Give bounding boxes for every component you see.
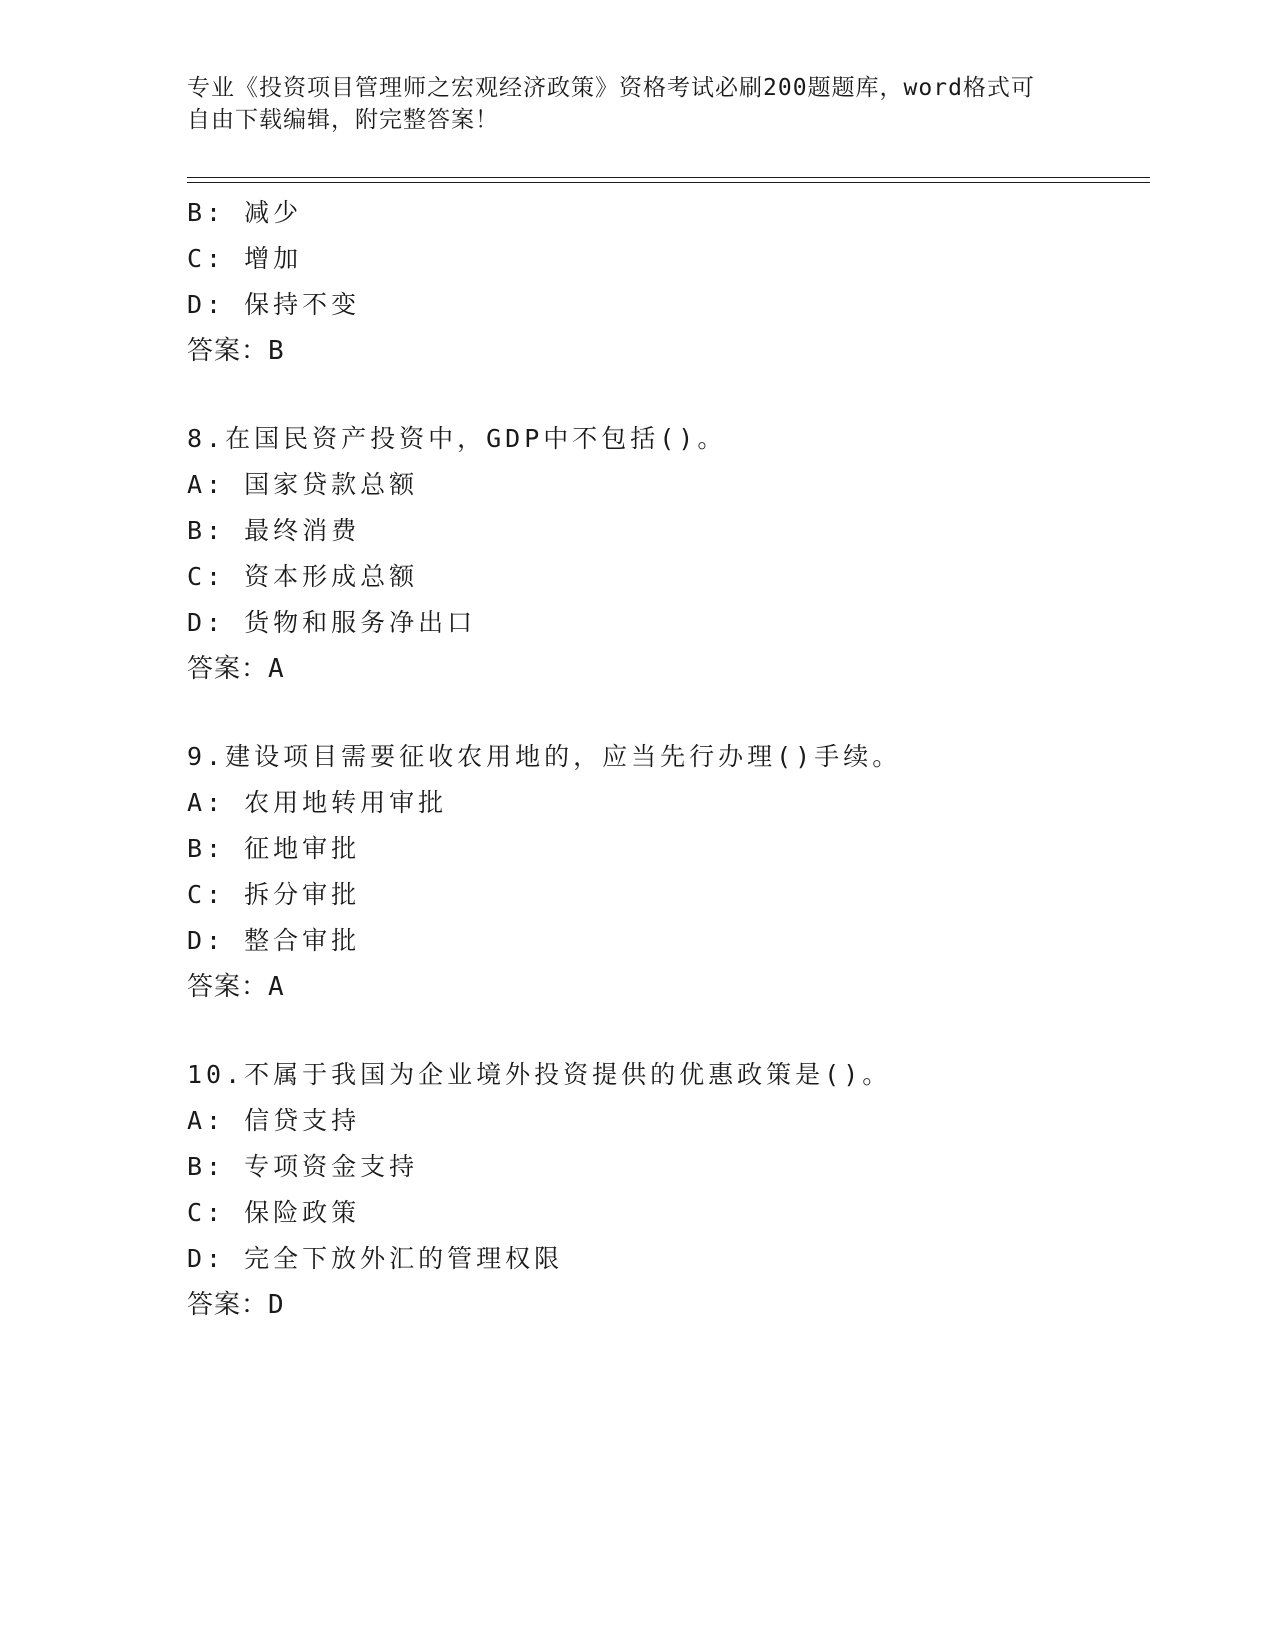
option-c [187, 236, 1147, 282]
question-10 [187, 1052, 1147, 1328]
option-label: C: [187, 562, 226, 591]
answer-label: 答案： [187, 1290, 269, 1320]
option-text: 减少 [244, 198, 303, 227]
option-a [187, 462, 1147, 508]
answer-label: 答案： [187, 972, 269, 1002]
answer-line [187, 646, 1147, 692]
option-d [187, 600, 1147, 646]
option-c [187, 1190, 1147, 1236]
spacer [187, 1010, 1147, 1052]
option-text: 增加 [244, 244, 303, 273]
option-label: C: [187, 880, 226, 909]
answer-line [187, 328, 1147, 374]
option-b [187, 190, 1147, 236]
option-label: D: [187, 1244, 226, 1273]
continued-question [187, 190, 1147, 374]
answer-value: A [268, 654, 285, 684]
option-a [187, 1098, 1147, 1144]
question-stem: 10.不属于我国为企业境外投资提供的优惠政策是()。 [187, 1060, 892, 1089]
option-text: 信贷支持 [244, 1106, 361, 1135]
option-label: C: [187, 1198, 226, 1227]
option-label: C: [187, 244, 226, 273]
option-d [187, 918, 1147, 964]
question-list [187, 190, 1147, 1328]
question-stem: 8.在国民资产投资中，GDP中不包括()。 [187, 424, 727, 453]
question-8 [187, 416, 1147, 692]
spacer [187, 374, 1147, 416]
option-text: 农用地转用审批 [244, 788, 448, 817]
question-stem: 9.建设项目需要征收农用地的，应当先行办理()手续。 [187, 742, 902, 771]
question-9 [187, 734, 1147, 1010]
option-label: D: [187, 926, 226, 955]
header-line-1: 专业《投资项目管理师之宏观经济政策》资格考试必刷200题题库，word格式可 [187, 75, 1035, 101]
option-d [187, 282, 1147, 328]
option-label: B: [187, 834, 226, 863]
option-b [187, 826, 1147, 872]
answer-line [187, 964, 1147, 1010]
option-text: 完全下放外汇的管理权限 [244, 1244, 564, 1273]
answer-line [187, 1282, 1147, 1328]
option-a [187, 780, 1147, 826]
option-label: D: [187, 290, 226, 319]
option-text: 资本形成总额 [244, 562, 419, 591]
option-label: A: [187, 788, 226, 817]
option-text: 拆分审批 [244, 880, 361, 909]
option-text: 整合审批 [244, 926, 361, 955]
header-line-2: 自由下载编辑，附完整答案！ [187, 107, 499, 133]
document-header [187, 72, 1067, 136]
answer-label: 答案： [187, 654, 269, 684]
option-b [187, 508, 1147, 554]
option-text: 货物和服务净出口 [244, 608, 477, 637]
answer-value: B [268, 336, 285, 366]
option-text: 最终消费 [244, 516, 361, 545]
option-text: 国家贷款总额 [244, 470, 419, 499]
spacer [187, 692, 1147, 734]
option-c [187, 872, 1147, 918]
option-label: A: [187, 470, 226, 499]
option-label: B: [187, 198, 226, 227]
answer-value: D [268, 1290, 285, 1320]
option-text: 保险政策 [244, 1198, 361, 1227]
header-divider-bottom [187, 182, 1150, 183]
option-text: 征地审批 [244, 834, 361, 863]
option-label: D: [187, 608, 226, 637]
option-label: B: [187, 516, 226, 545]
option-text: 保持不变 [244, 290, 361, 319]
answer-value: A [268, 972, 285, 1002]
option-c [187, 554, 1147, 600]
option-label: B: [187, 1152, 226, 1181]
option-d [187, 1236, 1147, 1282]
answer-label: 答案： [187, 336, 269, 366]
option-label: A: [187, 1106, 226, 1135]
header-divider-top [187, 177, 1150, 178]
option-b [187, 1144, 1147, 1190]
option-text: 专项资金支持 [244, 1152, 419, 1181]
